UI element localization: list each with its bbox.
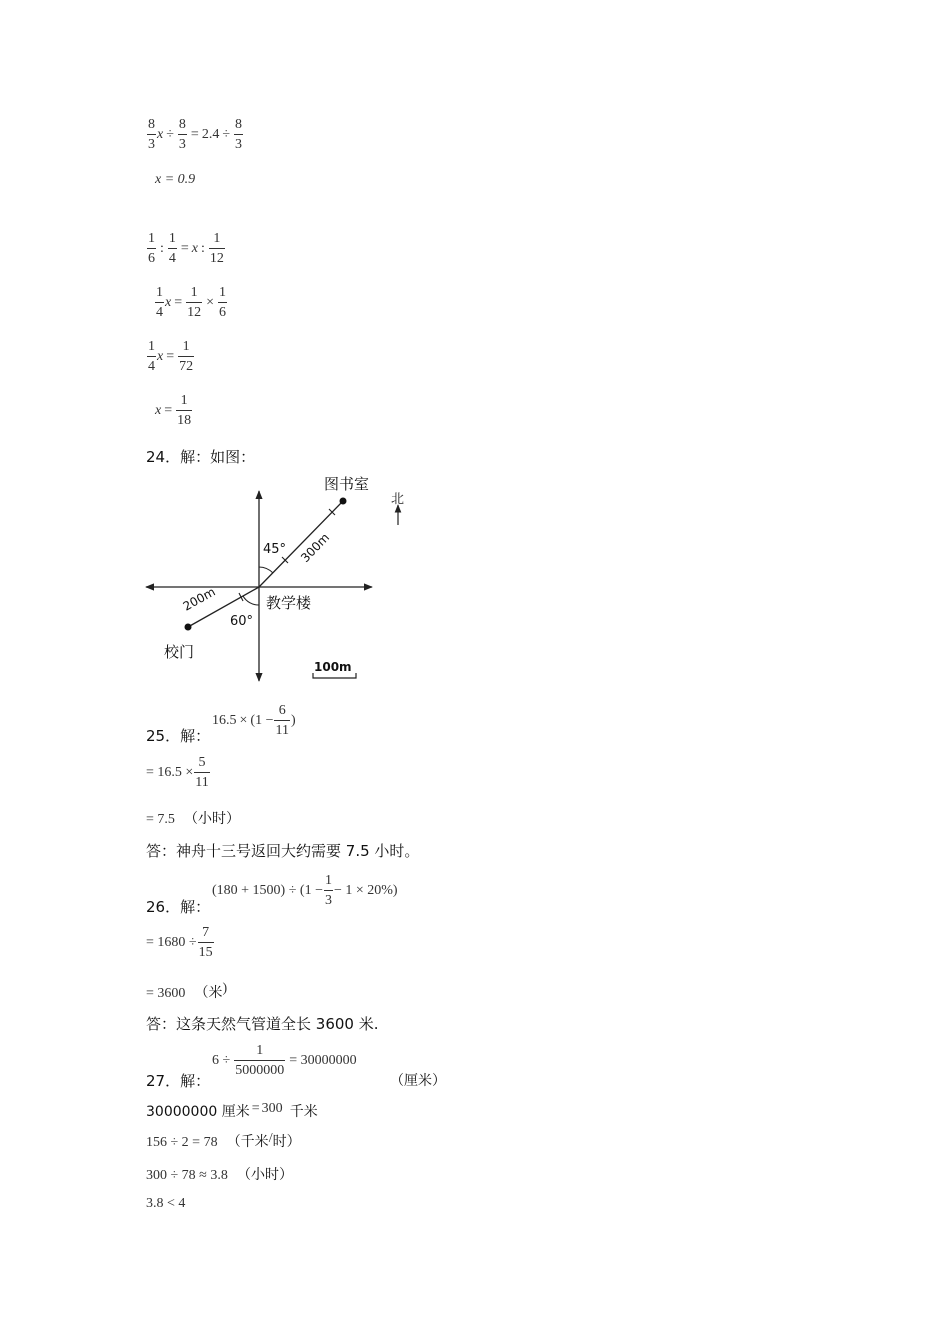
north-label: 北 <box>391 492 405 507</box>
fraction: $\frac{1}{12}$ <box>187 285 202 320</box>
unit: （小时） <box>236 1167 293 1183</box>
q24-label: 24．解：如图： <box>146 448 256 466</box>
q26-line-3 <box>146 982 227 1002</box>
unit: （米 <box>194 985 223 1001</box>
var-x: x <box>191 241 199 257</box>
unit: 千米 <box>289 1104 318 1120</box>
q27-label: 27．解： <box>146 1072 211 1090</box>
fraction: $\frac{6}{11}$ <box>275 703 289 738</box>
q27-unit: （厘米） <box>390 1073 446 1089</box>
operator: : <box>160 241 164 257</box>
unit: （千米 <box>226 1134 269 1150</box>
eq-line-4 <box>154 286 228 320</box>
operator: = <box>166 349 175 365</box>
unit-slash: / <box>268 1131 273 1146</box>
eq-line-5 <box>146 340 195 374</box>
fraction: $\frac{1}{18}$ <box>177 393 192 428</box>
q26-expression <box>212 874 398 908</box>
angle-45-label: 45° <box>263 542 287 557</box>
fraction: $\frac{1}{6}$ <box>219 285 227 320</box>
eq-line-2: x = 0.9 <box>155 172 196 187</box>
unit-close: ) <box>222 981 228 996</box>
expression-part: − 1 × 20%) <box>333 883 398 899</box>
unit: （小时） <box>184 811 240 827</box>
fraction: $\frac{1}{4}$ <box>148 339 155 374</box>
gate-label: 校门 <box>164 643 195 661</box>
distance-300-label: 300m <box>298 530 333 566</box>
distance-200-label: 200m <box>180 584 218 614</box>
fraction: $\frac{1}{12}$ <box>209 231 224 266</box>
fraction: $\frac{8}{3}$ <box>178 117 186 152</box>
expression-part: (180 + 1500) ÷ (1 − <box>212 883 323 899</box>
q27-line-3 <box>146 1131 301 1151</box>
unit: 时） <box>272 1134 301 1150</box>
result: = 7.5 <box>146 812 175 827</box>
scale-label: 100m <box>314 660 352 674</box>
operator: = <box>174 295 183 311</box>
value-km: 300 <box>261 1101 283 1116</box>
q27-line-5: 3.8 < 4 <box>146 1196 186 1211</box>
q26-line-2 <box>146 926 215 960</box>
q27-line-2 <box>146 1101 318 1121</box>
operator: = <box>164 403 173 419</box>
expression-part: = 1680 ÷ <box>146 935 197 951</box>
q27-line-4 <box>146 1164 293 1184</box>
operator: = <box>190 127 199 143</box>
number: 2.4 <box>201 127 220 143</box>
expression-part: = 16.5 × <box>146 765 194 781</box>
fraction: $\frac{1}{5000000}$ <box>235 1043 285 1078</box>
q26-answer: 答：这条天然气管道全长 3600 米. <box>146 1015 379 1033</box>
teaching-building-label: 教学楼 <box>266 594 312 612</box>
eq-line-6 <box>155 394 193 428</box>
operator: : <box>201 241 205 257</box>
operator: ÷ <box>222 127 230 143</box>
library-point <box>340 498 347 505</box>
operator: ÷ <box>166 127 174 143</box>
result: = 3600 <box>146 986 186 1001</box>
fraction: $\frac{8}{3}$ <box>235 117 242 152</box>
operator: × <box>206 295 215 311</box>
fraction: $\frac{1}{72}$ <box>179 339 194 374</box>
eq-line-3 <box>146 232 226 266</box>
expression-part: 156 ÷ 2 = 78 <box>146 1135 218 1150</box>
fraction: $\frac{8}{3}$ <box>148 117 155 152</box>
expression-part: (1 − <box>250 713 274 729</box>
fraction: $\frac{5}{11}$ <box>195 755 209 790</box>
expression-part: 6 ÷ <box>212 1053 231 1069</box>
angle-60-label: 60° <box>230 614 254 629</box>
library-label: 图书室 <box>324 475 370 493</box>
expression-part: = 30000000 <box>289 1053 357 1069</box>
operator: × <box>239 713 248 729</box>
var-x: x <box>157 127 164 143</box>
angle-arc-45 <box>259 567 273 573</box>
q25-answer: 答：神舟十三号返回大约需要 7.5 小时。 <box>146 842 420 860</box>
gate-point <box>185 624 192 631</box>
fraction: $\frac{1}{6}$ <box>148 231 155 266</box>
number: 16.5 <box>212 713 237 729</box>
value-cm: 30000000 厘米 <box>146 1104 250 1120</box>
q26-label: 26．解： <box>146 898 211 916</box>
var-x: x <box>155 403 162 419</box>
q27-expression <box>212 1044 357 1078</box>
angle-arc-60 <box>243 596 259 605</box>
expression-part: ) <box>290 713 296 729</box>
q25-expression <box>212 704 296 738</box>
fraction: $\frac{1}{3}$ <box>324 873 332 908</box>
q25-label: 25．解： <box>146 727 211 745</box>
q25-line-2 <box>146 756 211 790</box>
var-x: x <box>165 295 172 311</box>
operator: = <box>180 241 189 257</box>
fraction: $\frac{1}{4}$ <box>168 231 176 266</box>
fraction: $\frac{7}{15}$ <box>198 925 213 960</box>
var-x: x <box>157 349 164 365</box>
q25-line-3 <box>146 808 240 828</box>
operator: = <box>251 1101 260 1116</box>
eq-line-1 <box>146 118 244 152</box>
direction-diagram <box>140 465 460 695</box>
fraction: $\frac{1}{4}$ <box>156 285 163 320</box>
expression-part: 300 ÷ 78 ≈ 3.8 <box>146 1168 228 1183</box>
